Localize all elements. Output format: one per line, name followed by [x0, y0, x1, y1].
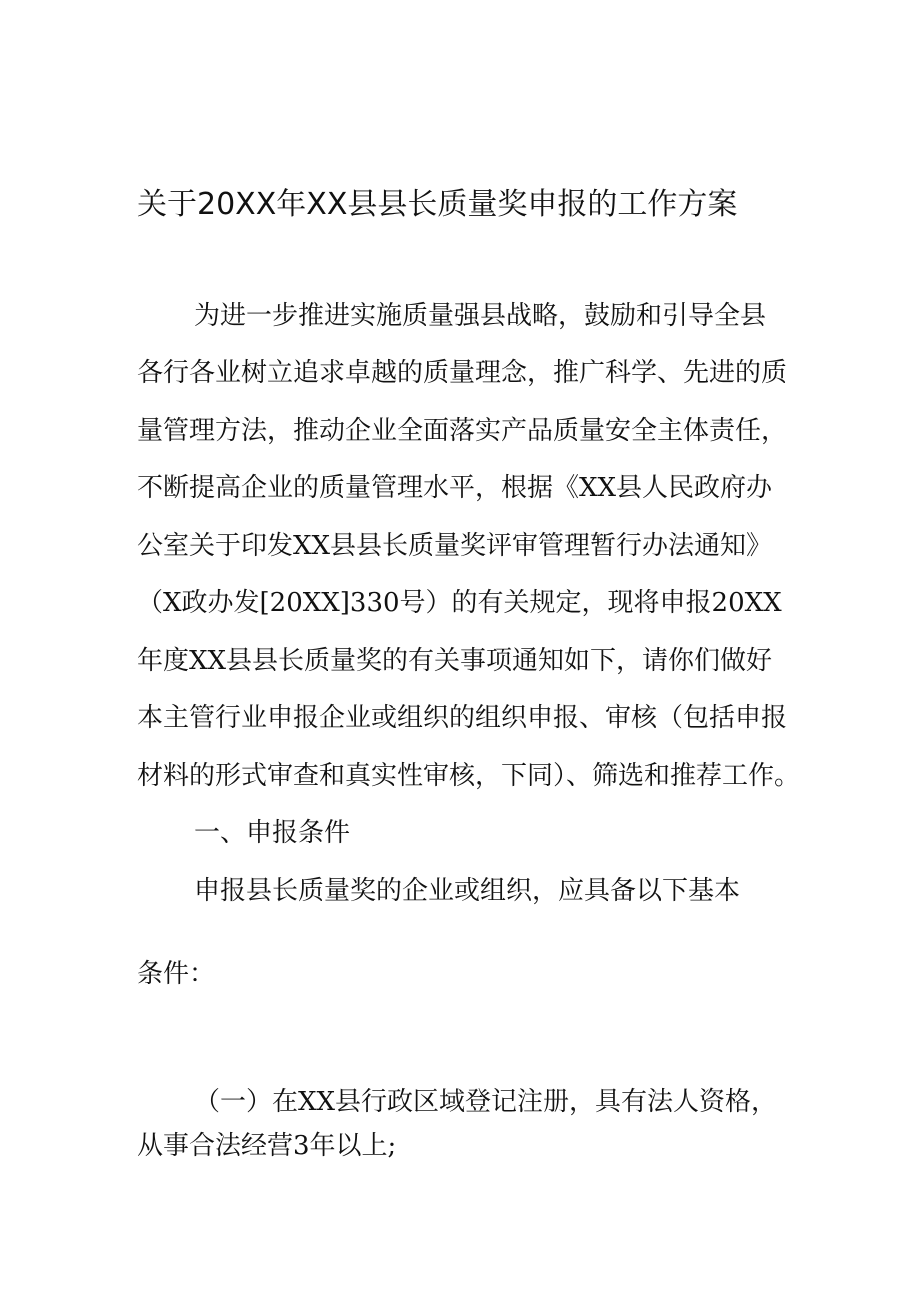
paragraph-line: 材料的形式审查和真实性审核，下同）、筛选和推荐工作。 — [137, 761, 801, 791]
paragraph-line: 为进一步推进实施质量强县战略，鼓励和引导全县 — [194, 301, 767, 331]
paragraph-line: 年度XX县县长质量奖的有关事项通知如下，请你们做好 — [137, 646, 773, 676]
section-intro-line: 申报县长质量奖的企业或组织，应具备以下基本 — [194, 876, 741, 906]
list-item-line: 从事合法经营3年以上; — [137, 1131, 397, 1161]
paragraph-line: 不断提高企业的质量管理水平，根据《XX县人民政府办 — [137, 473, 773, 503]
paragraph-line: 各行各业树立追求卓越的质量理念，推广科学、先进的质 — [137, 358, 788, 388]
paragraph-line: 本主管行业申报企业或组织的组织申报、审核（包括申报 — [137, 703, 788, 733]
paragraph-line: （X政办发[20XX]330号）的有关规定，现将申报20XX — [137, 588, 782, 618]
section-heading: 一、申报条件 — [194, 818, 351, 848]
paragraph-line: 量管理方法，推动企业全面落实产品质量安全主体责任， — [137, 416, 788, 446]
document-title: 关于20XX年XX县县长质量奖申报的工作方案 — [137, 187, 738, 222]
section-intro-line: 条件： — [137, 959, 216, 989]
list-item-line: （一）在XX县行政区域登记注册，具有法人资格， — [194, 1087, 778, 1117]
paragraph-line: 公室关于印发XX县县长质量奖评审管理暂行办法通知》 — [137, 531, 773, 561]
